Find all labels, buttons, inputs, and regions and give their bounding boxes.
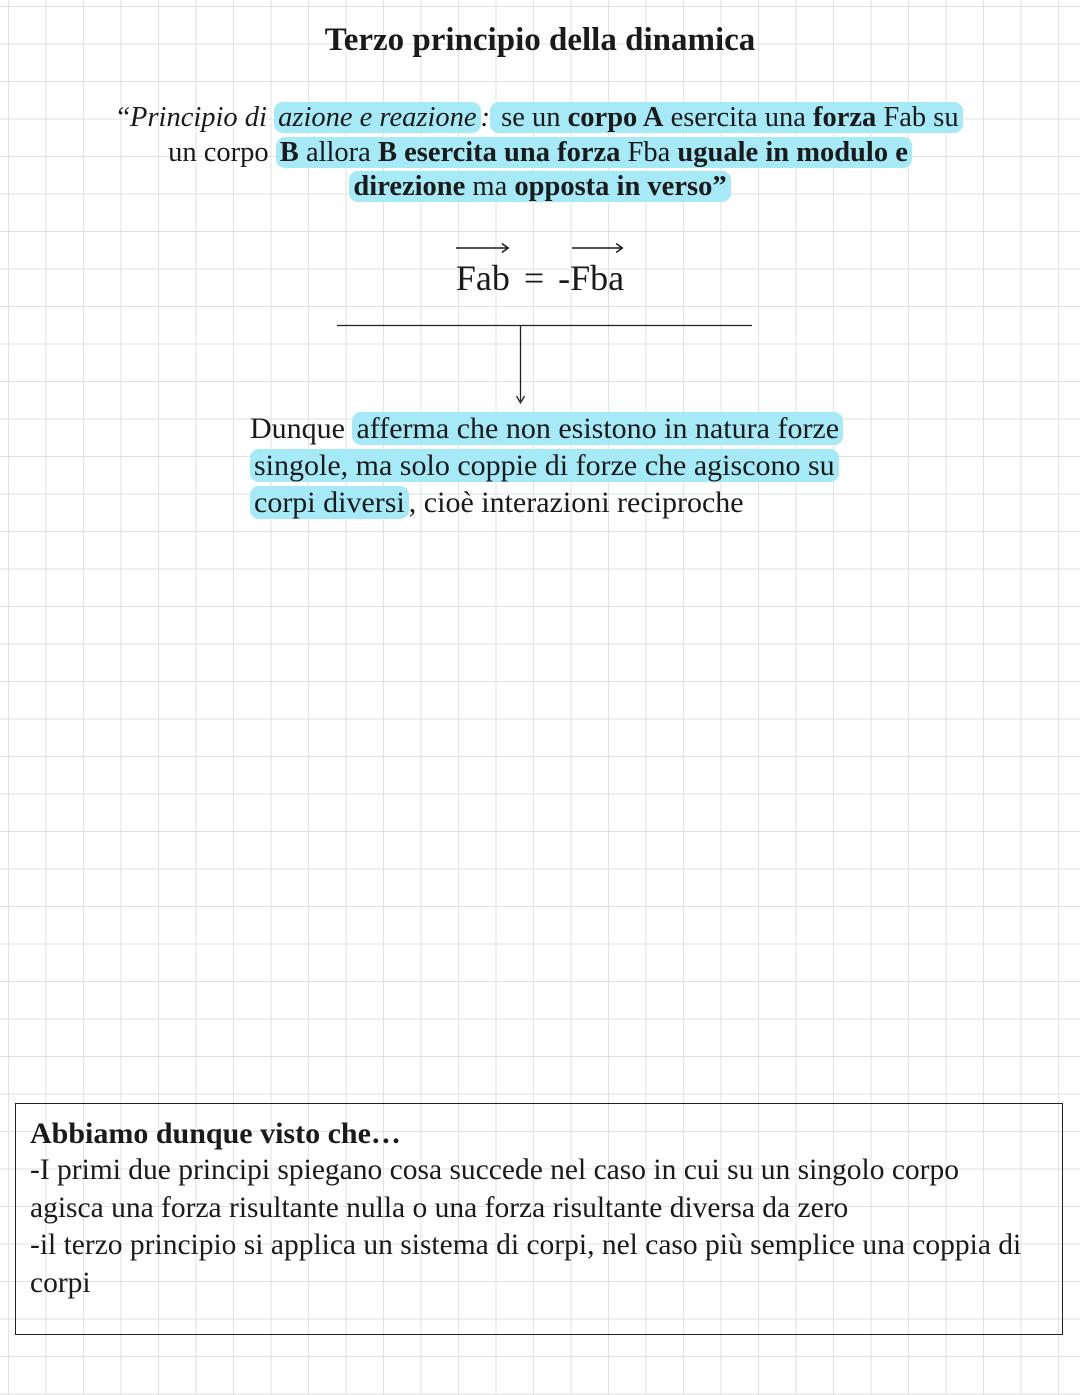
quote-close-mark: ” xyxy=(712,171,727,202)
summary-line-2: -il terzo principio si applica un sistema di corpi, nel caso più semplice una coppia di corpi xyxy=(30,1229,1022,1299)
vector-arrow-icon xyxy=(572,242,624,254)
conclusion-part-4: , cioè interazioni reciproche xyxy=(408,486,744,519)
summary-heading: Abbiamo dunque visto che… xyxy=(30,1117,401,1150)
quote-part-un-corpo: un corpo xyxy=(168,136,276,168)
formula xyxy=(0,258,1080,298)
formula-lhs: Fab xyxy=(455,258,510,298)
summary-line-1: -I primi due principi spiegano cosa succede nel caso in cui su un singolo corpo agisca una forza risultante nulla o una forza risultante diversa da zero xyxy=(30,1154,960,1224)
quote-part-esercita: esercita una xyxy=(663,102,813,133)
formula-equals: = xyxy=(523,258,545,298)
quote-part-azione-reazione: azione e reazione xyxy=(274,102,480,133)
quote-part-se-un: se un xyxy=(494,102,568,133)
quote-part-direzione: direzione xyxy=(353,171,466,202)
conclusion-text xyxy=(250,410,910,521)
quote-part-colon: : xyxy=(480,102,491,133)
vector-fba xyxy=(558,258,624,298)
principle-quote xyxy=(60,101,1020,205)
quote-highlight-3 xyxy=(349,171,730,202)
quote-part-fab-su: Fab su xyxy=(876,102,959,133)
conclusion-part-3: corpi diversi xyxy=(254,486,405,519)
quote-part-allora: allora xyxy=(298,136,378,168)
summary-box xyxy=(15,1103,1063,1335)
quote-part-b: B xyxy=(279,136,299,168)
conclusion-dunque: Dunque xyxy=(250,412,353,445)
quote-part-principio: Principio di xyxy=(130,102,275,133)
formula-rhs: -Fba xyxy=(558,258,625,298)
quote-part-corpo-a: corpo A xyxy=(567,102,664,133)
summary-body xyxy=(30,1152,1040,1302)
conclusion-part-1: afferma che non esistono in natura forze xyxy=(356,412,840,445)
quote-part-opposta: opposta in verso xyxy=(514,171,713,202)
quote-part-fba: Fba xyxy=(620,136,678,168)
quote-open-mark: “ xyxy=(117,102,131,133)
quote-part-uguale: uguale in modulo e xyxy=(677,136,908,168)
quote-highlight-1 xyxy=(490,102,963,133)
quote-highlight-2 xyxy=(276,137,912,168)
quote-part-b-esercita: B esercita una forza xyxy=(377,136,621,168)
branch-connector xyxy=(0,0,1080,420)
down-arrow-icon xyxy=(517,396,525,403)
quote-part-ma: ma xyxy=(465,171,515,202)
conclusion-part-2: singole, ma solo coppie di forze che agiscono su xyxy=(254,449,835,482)
page-title: Terzo principio della dinamica xyxy=(324,22,756,58)
quote-part-forza: forza xyxy=(812,102,877,133)
vector-arrow-icon xyxy=(456,242,510,254)
vector-fab xyxy=(456,258,510,298)
